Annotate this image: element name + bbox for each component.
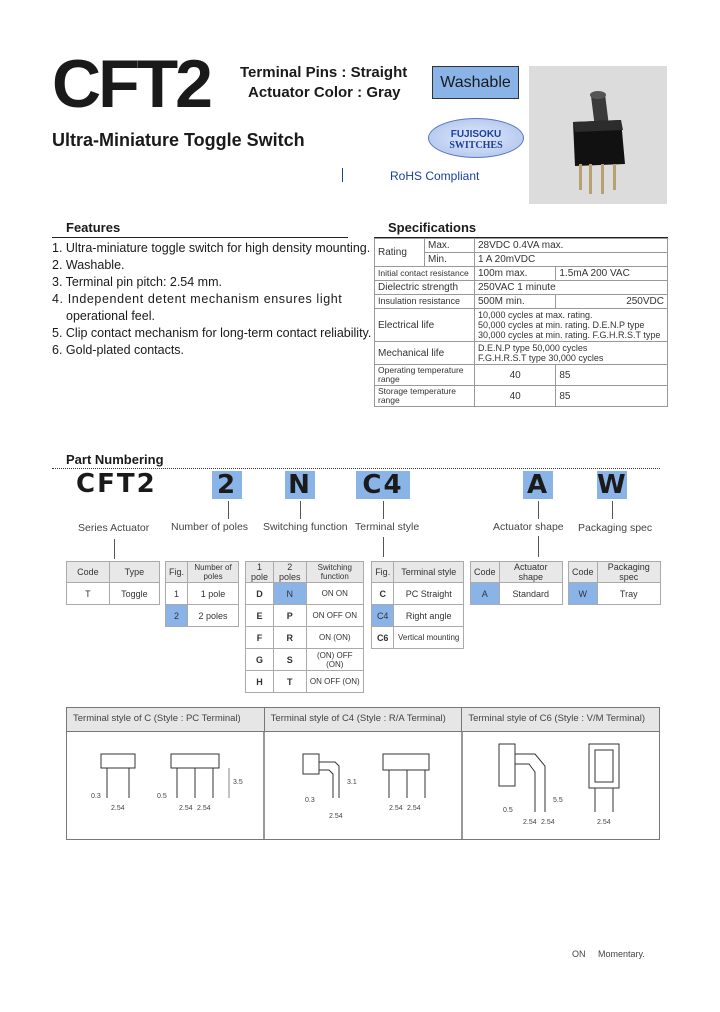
pn-packaging: W <box>597 470 628 500</box>
col-header: 1 pole <box>246 562 274 583</box>
spec-value: 28VDC 0.4VA max. <box>475 239 668 253</box>
switch-illustration <box>529 66 667 204</box>
series-table <box>66 561 160 605</box>
table-cell: 1 pole <box>188 583 239 605</box>
features-list <box>52 240 371 359</box>
spec-value: 500M min. <box>475 295 556 309</box>
table-cell: A <box>471 583 500 605</box>
dim-label: 2.54 <box>197 805 211 812</box>
col-header: Code <box>471 562 500 583</box>
table-cell: N <box>274 583 307 605</box>
footnote-text: Momentary. <box>598 949 645 959</box>
dim-label: 3.1 <box>347 779 357 786</box>
connector-line <box>383 501 384 519</box>
spec-label: Rating <box>375 239 425 267</box>
col-header: Type <box>109 562 159 583</box>
spec-label: Operating temperature range <box>375 365 475 386</box>
table-cell: 2 poles <box>188 605 239 627</box>
pn-prefix: CFT2 <box>76 469 157 499</box>
col-header: Actuator shape <box>499 562 562 583</box>
table-cell: ON ON <box>306 583 363 605</box>
connector-line <box>538 536 539 557</box>
washable-badge: Washable <box>432 66 519 99</box>
label-terminal: Terminal style <box>355 521 420 533</box>
dim-label: 3.5 <box>233 779 243 786</box>
actuator-table <box>470 561 563 605</box>
spec-label: Insulation resistance <box>375 295 475 309</box>
dim-label: 2.54 <box>523 819 537 826</box>
table-cell: D <box>246 583 274 605</box>
spec-sublabel: Max. <box>425 239 475 253</box>
dim-label: 2.54 <box>111 805 125 812</box>
table-cell: PC Straight <box>394 583 464 605</box>
label-switching: Switching function <box>263 521 348 533</box>
table-cell: 1 <box>166 583 188 605</box>
pn-actuator: A <box>523 471 553 499</box>
feature-item: 4. Independent detent mechanism ensures light <box>52 292 343 306</box>
drawing-title-c6: Terminal style of C6 (Style : V/M Terminal) <box>468 713 646 724</box>
table-cell: Standard <box>499 583 562 605</box>
drawing-title-c4: Terminal style of C4 (Style : R/A Terminal) <box>265 708 463 731</box>
table-cell: T <box>67 583 110 605</box>
col-header: Terminal style <box>394 562 464 583</box>
feature-item: 6. Gold-plated contacts. <box>52 343 185 357</box>
terminal-table <box>371 561 464 649</box>
connector-line <box>538 501 539 519</box>
table-cell: Toggle <box>109 583 159 605</box>
spec-value: 40 <box>475 386 556 407</box>
col-header: Code <box>569 562 598 583</box>
product-photo <box>529 66 667 204</box>
spec-value <box>475 342 668 365</box>
packaging-table <box>568 561 661 605</box>
rohs-divider <box>342 168 343 182</box>
terminal-drawings <box>66 707 660 840</box>
col-header: Fig. <box>372 562 394 583</box>
table-cell: S <box>274 649 307 671</box>
label-actuator: Actuator shape <box>493 521 564 533</box>
pn-switching: N <box>285 471 315 499</box>
logo-line2: SWITCHES <box>449 140 503 151</box>
footnote-symbol: ON <box>572 949 586 959</box>
actuator-color-label: Actuator Color : Gray <box>248 84 401 101</box>
spec-line: 50,000 cycles at min. rating. D.E.N.P type <box>478 320 645 330</box>
table-cell: C <box>372 583 394 605</box>
dim-label: 2.54 <box>541 819 555 826</box>
drawing-title-c: Terminal style of C (Style : PC Terminal) <box>67 708 265 731</box>
dim-label: 2.54 <box>407 805 421 812</box>
table-cell: F <box>246 627 274 649</box>
spec-value: 85 <box>556 386 668 407</box>
col-header: Number of poles <box>188 562 239 583</box>
connector-line <box>300 501 301 519</box>
spec-label: Storage temperature range <box>375 386 475 407</box>
spec-value: 100m max. <box>475 267 556 281</box>
pn-poles: 2 <box>212 471 242 499</box>
col-header: Switching function <box>306 562 363 583</box>
dim-label: 2.54 <box>597 819 611 826</box>
table-cell: (ON) OFF (ON) <box>306 649 363 671</box>
feature-item: operational feel. <box>66 309 155 323</box>
table-cell: Tray <box>597 583 660 605</box>
feature-item: 1. Ultra-miniature toggle switch for high density mounting. <box>52 241 371 255</box>
table-cell: Right angle <box>394 605 464 627</box>
terminal-pins-label: Terminal Pins : Straight <box>240 64 408 81</box>
spec-label: Dielectric strength <box>375 281 475 295</box>
table-cell: ON OFF ON <box>306 605 363 627</box>
connector-line <box>383 537 384 557</box>
spec-value <box>475 309 668 342</box>
table-cell: H <box>246 671 274 693</box>
rohs-label: RoHS Compliant <box>390 169 480 183</box>
table-cell: C4 <box>372 605 394 627</box>
dim-label: 0.3 <box>305 797 315 804</box>
table-cell: T <box>274 671 307 693</box>
footnote <box>572 949 645 959</box>
model-title: CFT2 <box>52 46 210 122</box>
spec-label: Mechanical life <box>375 342 475 365</box>
feature-item: 3. Terminal pin pitch: 2.54 mm. <box>52 275 222 289</box>
spec-line: 10,000 cycles at max. rating. <box>478 310 593 320</box>
spec-label: Electrical life <box>375 309 475 342</box>
part-numbering-heading: Part Numbering <box>52 452 660 469</box>
spec-line: F.G.H.R.S.T type 30,000 cycles <box>478 353 604 363</box>
dim-label: 2.54 <box>389 805 403 812</box>
table-cell: ON OFF (ON) <box>306 671 363 693</box>
col-header: 2 poles <box>274 562 307 583</box>
spec-value: 85 <box>556 365 668 386</box>
spec-sublabel: Min. <box>425 253 475 267</box>
pn-terminal: C4 <box>356 471 410 499</box>
poles-table <box>165 561 239 627</box>
terminal-dimension-drawings <box>67 732 659 839</box>
features-heading: Features <box>52 220 348 238</box>
table-cell: 2 <box>166 605 188 627</box>
table-cell: ON (ON) <box>306 627 363 649</box>
feature-item: 2. Washable. <box>52 258 125 272</box>
specs-heading: Specifications <box>374 220 668 238</box>
spec-label: Initial contact resistance <box>375 267 475 281</box>
col-header: Code <box>67 562 110 583</box>
col-header: Fig. <box>166 562 188 583</box>
product-name: Ultra-Miniature Toggle Switch <box>52 130 305 150</box>
label-poles: Number of poles <box>171 521 249 533</box>
connector-line <box>612 501 613 519</box>
spec-value: 40 <box>475 365 556 386</box>
table-cell: P <box>274 605 307 627</box>
dim-label: 5.5 <box>553 797 563 804</box>
connector-line <box>228 501 229 519</box>
logo-line1: FUJISOKU <box>450 129 502 140</box>
specs-table <box>374 238 668 407</box>
feature-item: 5. Clip contact mechanism for long-term contact reliability. <box>52 326 372 340</box>
table-cell: G <box>246 649 274 671</box>
table-cell: R <box>274 627 307 649</box>
dim-label: 0.3 <box>91 793 101 800</box>
spec-line: D.E.N.P type 50,000 cycles <box>478 343 588 353</box>
drawings-header <box>67 708 659 732</box>
spec-value: 250VDC <box>556 295 668 309</box>
switching-table <box>245 561 364 693</box>
table-cell: W <box>569 583 598 605</box>
dim-label: 2.54 <box>329 813 343 820</box>
connector-line <box>114 539 115 559</box>
table-cell: E <box>246 605 274 627</box>
fujisoku-logo <box>428 118 524 158</box>
table-cell: Vertical mounting <box>394 627 464 649</box>
spec-value: 1 A 20mVDC <box>475 253 668 267</box>
spec-value: 250VAC 1 minute <box>475 281 668 295</box>
spec-value: 1.5mA 200 VAC <box>556 267 668 281</box>
table-cell: C6 <box>372 627 394 649</box>
label-packaging: Packaging spec <box>578 522 653 534</box>
dim-label: 0.5 <box>157 793 167 800</box>
label-series: Series Actuator <box>78 522 150 534</box>
dim-label: 2.54 <box>179 805 193 812</box>
spec-line: 30,000 cycles at min. rating. F.G.H.R.S.T type <box>478 330 661 340</box>
col-header: Packaging spec <box>597 562 660 583</box>
dim-label: 0.5 <box>503 807 513 814</box>
